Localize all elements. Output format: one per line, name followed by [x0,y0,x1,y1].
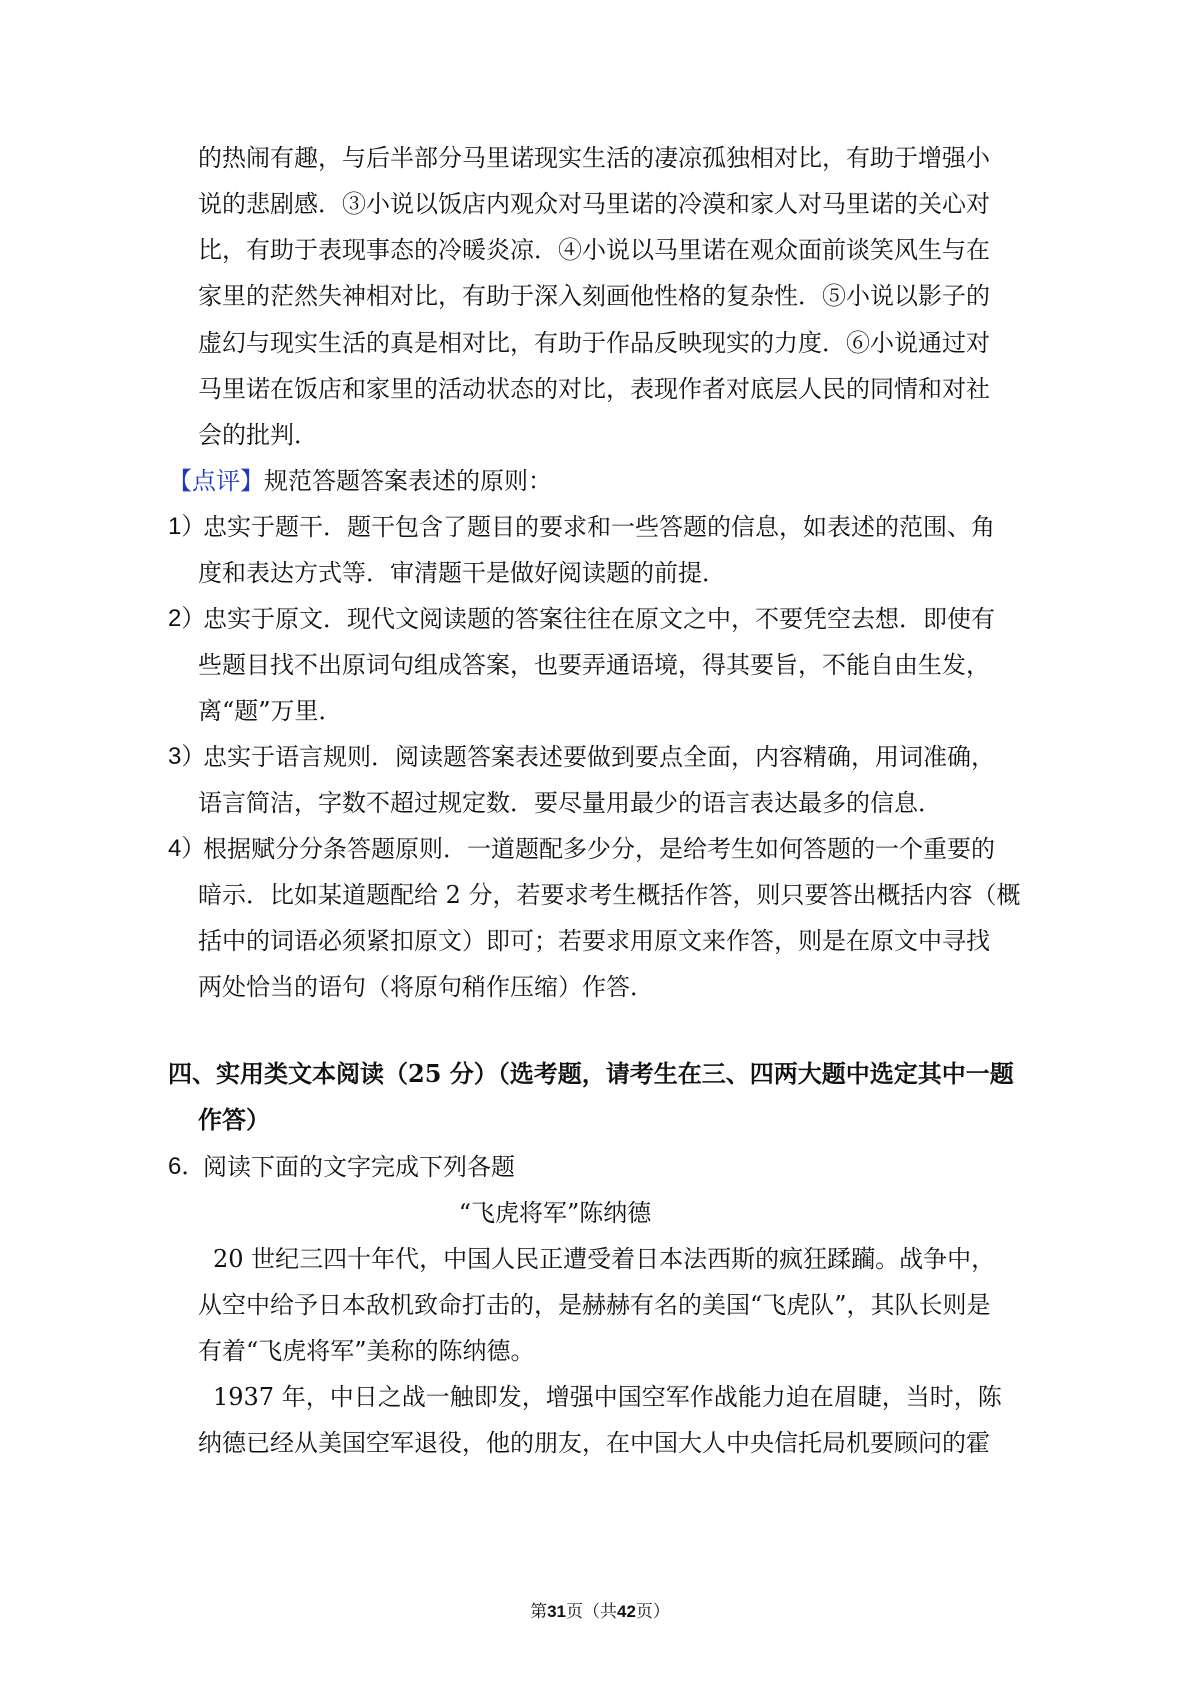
principle-1-number: 1） [168,513,206,540]
footer-middle: 页（共 [566,1602,617,1622]
principle-3-line-1: 忠实于语言规则．阅读题答案表述要做到要点全面，内容精确，用词准确， [203,743,995,771]
section-heading-line-2: 作答） [198,1105,270,1134]
page-footer [0,1601,1200,1623]
answer-line-2: 说的悲剧感．③小说以饭店内观众对马里诺的冷漠和家人对马里诺的关心对 [198,190,990,218]
article-p1-line-3: 有着“飞虎将军”美称的陈纳德。 [198,1337,535,1365]
principle-4-line-1: 根据赋分分条答题原则．一道题配多少分，是给考生如何答题的一个重要的 [203,835,995,863]
principle-2-number: 2） [168,605,206,632]
principle-4-number: 4） [168,835,206,862]
principle-3-line-2: 语言简洁，字数不超过规定数．要尽量用最少的语言表达最多的信息． [198,789,942,817]
question-prompt: 阅读下面的文字完成下列各题 [203,1153,515,1181]
principle-2-line-3: 离“题”万里． [198,697,343,725]
article-p2-line-1: 1937 年，中日之战一触即发，增强中国空军作战能力迫在眉睫，当时，陈 [213,1383,1002,1411]
principle-4-line-2: 暗示．比如某道题配给 2 分，若要求考生概括作答，则只要答出概括内容（概 [198,881,1021,909]
principle-2-line-1: 忠实于原文．现代文阅读题的答案往往在原文之中，不要凭空去想．即使有 [203,605,995,633]
section-heading-line-1: 四、实用类文本阅读（25 分）（选考题，请考生在三、四两大题中选定其中一题 [168,1059,1014,1088]
answer-line-4: 家里的茫然失神相对比，有助于深入刻画他性格的复杂性．⑤小说以影子的 [198,282,990,310]
comment-line [168,466,552,496]
principle-2-line-2: 些题目找不出原词句组成答案，也要弄通语境，得其要旨，不能自由生发， [198,651,990,679]
answer-line-6: 马里诺在饭店和家里的活动状态的对比，表现作者对底层人民的同情和对社 [198,375,990,403]
principle-1-line-2: 度和表达方式等．审清题干是做好阅读题的前提． [198,559,726,587]
answer-line-5: 虚幻与现实生活的真是相对比，有助于作品反映现实的力度．⑥小说通过对 [198,329,990,357]
comment-tag: 【点评】 [168,467,264,495]
article-p2-line-2: 纳德已经从美国空军退役，他的朋友，在中国大人中央信托局机要顾问的霍 [198,1429,990,1457]
principle-4-line-3: 括中的词语必须紧扣原文）即可；若要求用原文来作答，则是在原文中寻找 [198,927,990,955]
footer-suffix: 页） [635,1602,670,1622]
comment-text: 规范答题答案表述的原则： [264,467,552,495]
article-title: “飞虎将军”陈纳德 [458,1199,652,1227]
principle-3-number: 3） [168,743,206,770]
article-p1-line-1: 20 世纪三四十年代，中国人民正遭受着日本法西斯的疯狂蹂躏。战争中， [213,1245,996,1273]
answer-line-7: 会的批判． [198,421,318,449]
article-p1-line-2: 从空中给予日本敌机致命打击的，是赫赫有名的美国“飞虎队”，其队长则是 [198,1291,991,1319]
principle-4-line-4: 两处恰当的语句（将原句稍作压缩）作答． [198,973,654,1001]
answer-line-3: 比，有助于表现事态的冷暖炎凉．④小说以马里诺在观众面前谈笑风生与在 [198,236,990,264]
answer-line-1: 的热闹有趣，与后半部分马里诺现实生活的凄凉孤独相对比，有助于增强小 [198,144,990,172]
footer-total-pages: 42 [617,1602,636,1621]
footer-page-number: 31 [547,1602,566,1621]
question-number: 6． [168,1153,206,1180]
principle-1-line-1: 忠实于题干．题干包含了题目的要求和一些答题的信息，如表述的范围、角 [203,513,995,541]
footer-prefix: 第 [530,1602,548,1622]
